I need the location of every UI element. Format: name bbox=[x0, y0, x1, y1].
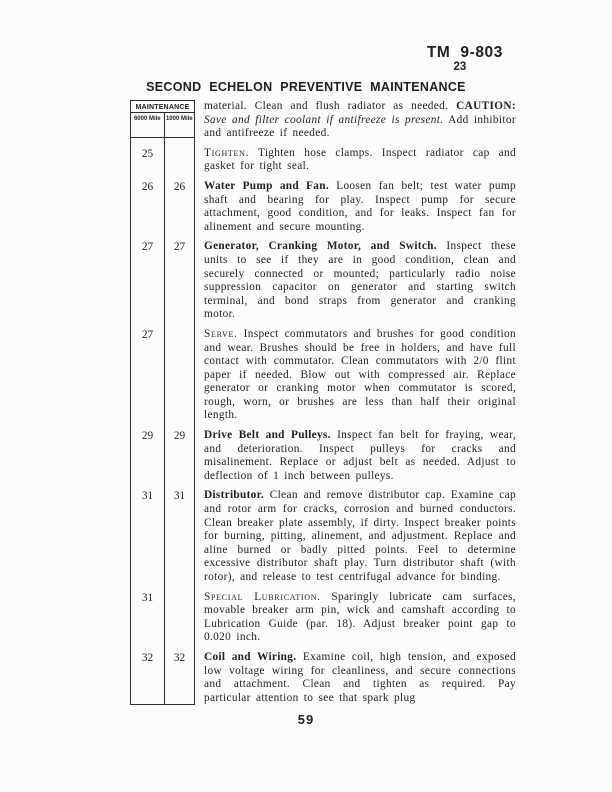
schedule-table-column-headers bbox=[131, 113, 194, 137]
schedule-table-title: MAINTENANCE bbox=[131, 101, 194, 113]
caution-label: CAUTION: bbox=[456, 100, 516, 112]
mile-1000-cell bbox=[165, 591, 195, 651]
schedule-table-rule-stub bbox=[130, 138, 195, 147]
paragraph-lead: Special Lubrication. bbox=[204, 590, 321, 603]
paragraph-text: Sparingly lubricate cam surfaces, movable breaker arm pin, wick and camshaft according to Lubrication Guide (par. 18). Adjust breaker point gap to 0.020 inch. bbox=[204, 590, 516, 644]
mile-6000-cell: 26 bbox=[130, 180, 165, 240]
schedule-table-header-column bbox=[130, 100, 195, 147]
mile-6000-cell: 27 bbox=[130, 328, 165, 429]
paragraph-text: Tighten hose clamps. Inspect radiator cap and gasket for tight seal. bbox=[204, 146, 516, 173]
paragraph-italic-text: Save and filter coolant if antifreeze is present. bbox=[204, 113, 444, 126]
manual-number: TM 9-803 bbox=[426, 44, 503, 61]
maintenance-row bbox=[130, 651, 516, 705]
column-header-1000-mile: 1000 Mile bbox=[165, 115, 193, 122]
paragraph-text: Clean and remove distributor cap. Examine cap and rotor arm for cracks, corrosion and burned conductors. Clean breaker plate assembly, if dirty. Inspect breaker points for burning, pitting, alinement, and adjustment. Replace and aline burned or badly pitted points. Feel to determine excessive distributor shaft play. Turn distributor shaft (with rotor), and release to test centrifugal advance for binding. bbox=[204, 489, 516, 583]
paragraph-lead: Water Pump and Fan. bbox=[204, 179, 329, 192]
paragraph-text: Loosen fan belt; test water pump shaft and bearing for play. Inspect pump for secure attachment, good condition, and for leaks. Inspect fan for alinement and secure mounting. bbox=[204, 179, 516, 233]
section-title: SECOND ECHELON PREVENTIVE MAINTENANCE bbox=[146, 80, 466, 94]
maintenance-paragraph bbox=[204, 147, 516, 180]
maintenance-row bbox=[130, 100, 516, 147]
mile-1000-cell: 26 bbox=[165, 180, 195, 240]
mile-6000-cell: 32 bbox=[130, 651, 165, 705]
maintenance-paragraph bbox=[204, 100, 516, 147]
maintenance-paragraph bbox=[204, 180, 516, 240]
mile-6000-cell: 25 bbox=[130, 147, 165, 180]
mile-6000-cell: 31 bbox=[130, 489, 165, 590]
paragraph-lead: Distributor. bbox=[204, 489, 264, 502]
paragraph-text: Examine coil, high tension, and exposed low voltage wiring for cleanliness, and secure connections and attachment. Clean and tighten as required. Pay particular attention to see that spark plug bbox=[204, 650, 516, 704]
mile-6000-cell: 31 bbox=[130, 591, 165, 651]
schedule-cells bbox=[130, 240, 195, 328]
maintenance-paragraph bbox=[204, 489, 516, 590]
maintenance-row bbox=[130, 429, 516, 489]
mile-1000-cell: 27 bbox=[165, 240, 195, 328]
maintenance-paragraph bbox=[204, 240, 516, 328]
paragraph-text: Inspect fan belt for fraying, wear, and deterioration. Inspect pulleys for cracks and misalinement. Replace or adjust belt as needed. Adjust to deflection of 1 inch between pulleys. bbox=[204, 429, 517, 482]
mile-1000-cell: 32 bbox=[165, 651, 195, 705]
mile-1000-cell bbox=[165, 138, 195, 147]
paragraph-lead: Serve. bbox=[204, 327, 238, 340]
maintenance-row bbox=[130, 489, 516, 590]
paragraph-lead: Coil and Wiring. bbox=[204, 650, 297, 663]
paragraph-lead: Drive Belt and Pulleys. bbox=[204, 429, 331, 442]
schedule-cells bbox=[130, 651, 195, 705]
mile-6000-cell: 29 bbox=[130, 429, 165, 489]
paragraph-text: Inspect commutators and brushes for good condition and wear. Brushes should be free in holders, and have full contact with commutator. Clean commutators with 2/0 flint paper if needed. Blow out with compressed air. Replace generator or cranking motor when commutator is scored, rough, worn, or brushes are less than half their original length. bbox=[204, 327, 516, 422]
maintenance-row bbox=[130, 591, 516, 651]
schedule-table-header bbox=[130, 100, 195, 138]
mile-1000-cell bbox=[165, 147, 195, 180]
mile-6000-cell: 27 bbox=[130, 240, 165, 328]
maintenance-paragraph bbox=[204, 328, 516, 429]
maintenance-row bbox=[130, 240, 516, 328]
maintenance-row bbox=[130, 328, 516, 429]
column-header-6000-mile: 6000 Mile bbox=[131, 113, 165, 137]
paragraph-text: Add inhibitor and antifreeze if needed. bbox=[204, 113, 516, 140]
maintenance-row bbox=[130, 180, 516, 240]
maintenance-schedule bbox=[130, 100, 516, 705]
maintenance-paragraph bbox=[204, 429, 516, 489]
schedule-cells bbox=[130, 429, 195, 489]
mile-1000-cell: 31 bbox=[165, 489, 195, 590]
maintenance-row bbox=[130, 147, 516, 180]
manual-reference-block bbox=[427, 44, 503, 73]
schedule-cells bbox=[130, 328, 195, 429]
schedule-cells bbox=[130, 489, 195, 590]
schedule-cells bbox=[130, 147, 195, 180]
maintenance-paragraph bbox=[204, 651, 516, 705]
paragraph-lead: Tighten. bbox=[204, 146, 250, 159]
mile-1000-cell bbox=[165, 328, 195, 429]
schedule-cells bbox=[130, 591, 195, 651]
page-number: 59 bbox=[297, 712, 315, 727]
schedule-cells bbox=[130, 180, 195, 240]
mile-1000-cell: 29 bbox=[165, 429, 195, 489]
paragraph-text: Inspect these units to see if they are in good condition, clean and securely connected or mounted; particularly radio noise suppression capacitor on generator and starting switch terminal, and bond straps from generator and cranking motor. bbox=[204, 240, 516, 321]
chapter-page-number: 23 bbox=[453, 61, 467, 73]
paragraph-text: material. Clean and flush radiator as needed. bbox=[204, 100, 449, 112]
maintenance-paragraph bbox=[204, 591, 516, 651]
paragraph-lead: Generator, Cranking Motor, and Switch. bbox=[204, 240, 437, 253]
mile-6000-cell bbox=[130, 138, 165, 147]
